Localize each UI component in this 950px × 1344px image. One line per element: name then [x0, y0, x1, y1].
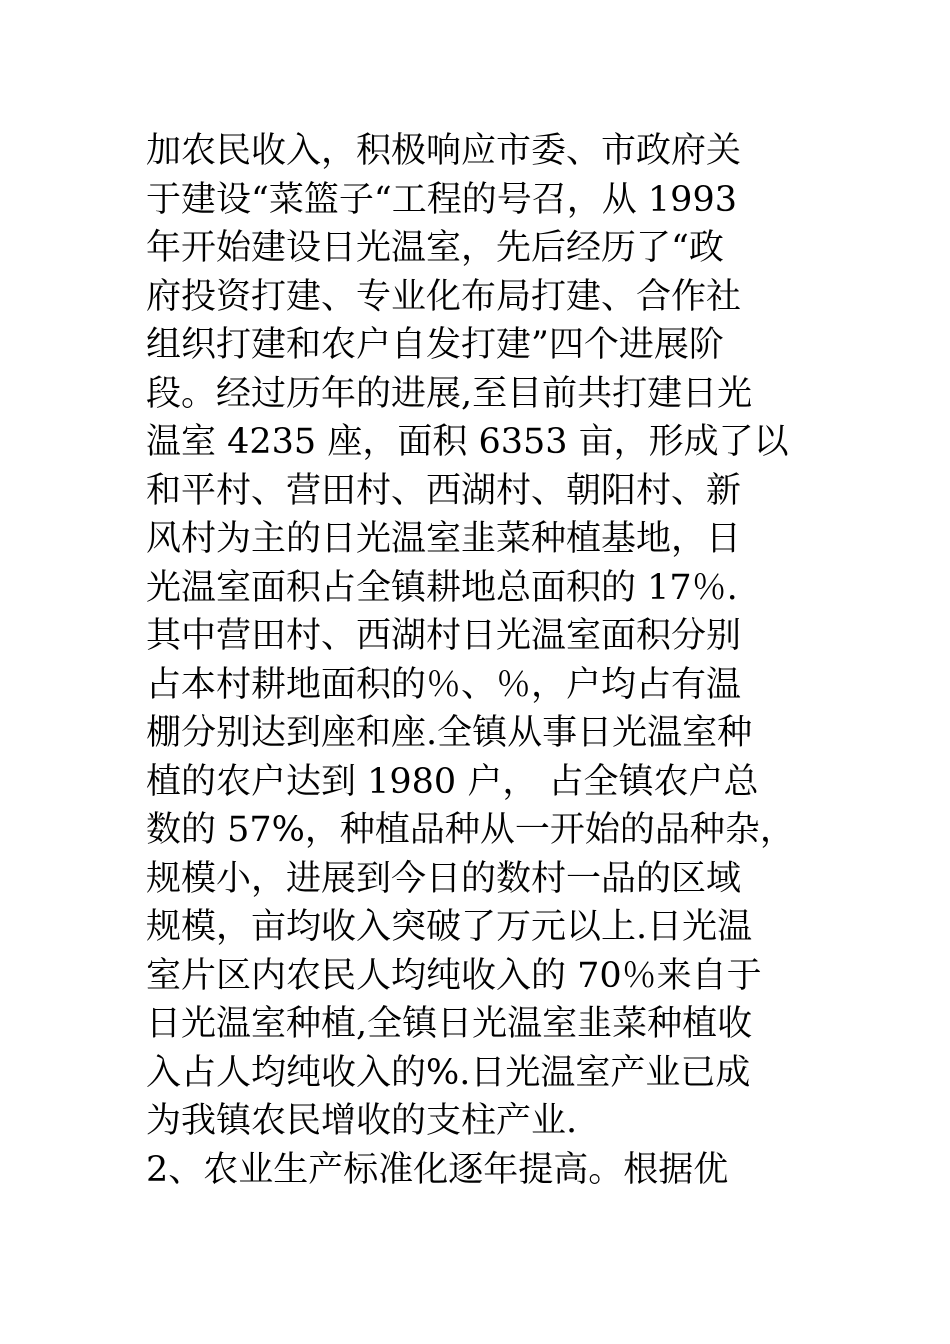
text-line: 和平村、营田村、西湖村、朝阳村、新: [146, 470, 742, 511]
text-line: 规模，亩均收入突破了万元以上.日光温: [146, 907, 753, 947]
text-line: 光温室面积占全镇耕地总面积的 17％.: [146, 567, 738, 608]
text-line: 府投资打建、专业化布局打建、合作社: [146, 276, 742, 317]
body-text: [146, 127, 846, 1194]
text-line: 室片区内农民人均纯收入的 70％来自于: [146, 955, 762, 996]
text-line: 组织打建和农户自发打建”四个进展阶: [146, 325, 724, 365]
text-line: 规模小，进展到今日的数村一品的区域: [146, 858, 742, 899]
text-line: 其中营田村、西湖村日光温室面积分别: [146, 616, 742, 656]
text-line: 数的 57%，种植品种从一开始的品种杂，: [146, 810, 795, 850]
text-line: 温室 4235 座，面积 6353 亩，形成了以: [146, 422, 789, 462]
text-line: 占本村耕地面积的％、％，户均占有温: [146, 664, 742, 705]
text-line: 日光温室种植,全镇日光温室韭菜种植收: [146, 1004, 753, 1044]
text-line: 入占人均纯收入的%.日光温室产业已成: [146, 1052, 751, 1093]
text-line: 为我镇农民增收的支柱产业.: [146, 1101, 578, 1141]
text-line: 加农民收入，积极响应市委、市政府关: [146, 131, 742, 171]
text-line: 于建设“菜篮子“工程的号召，从 1993: [146, 179, 737, 220]
text-line: 2、农业生产标准化逐年提高。根据优: [146, 1149, 729, 1190]
text-line: 年开始建设日光温室，先后经历了“政: [146, 228, 724, 268]
text-line: 段。经过历年的进展,至目前共打建日光: [146, 373, 753, 414]
text-line: 棚分别达到座和座.全镇从事日光温室种: [146, 713, 753, 753]
text-line: 植的农户达到 1980 户， 占全镇农户总: [146, 761, 759, 802]
text-line: 风村为主的日光温室韭菜种植基地，日: [146, 519, 742, 559]
